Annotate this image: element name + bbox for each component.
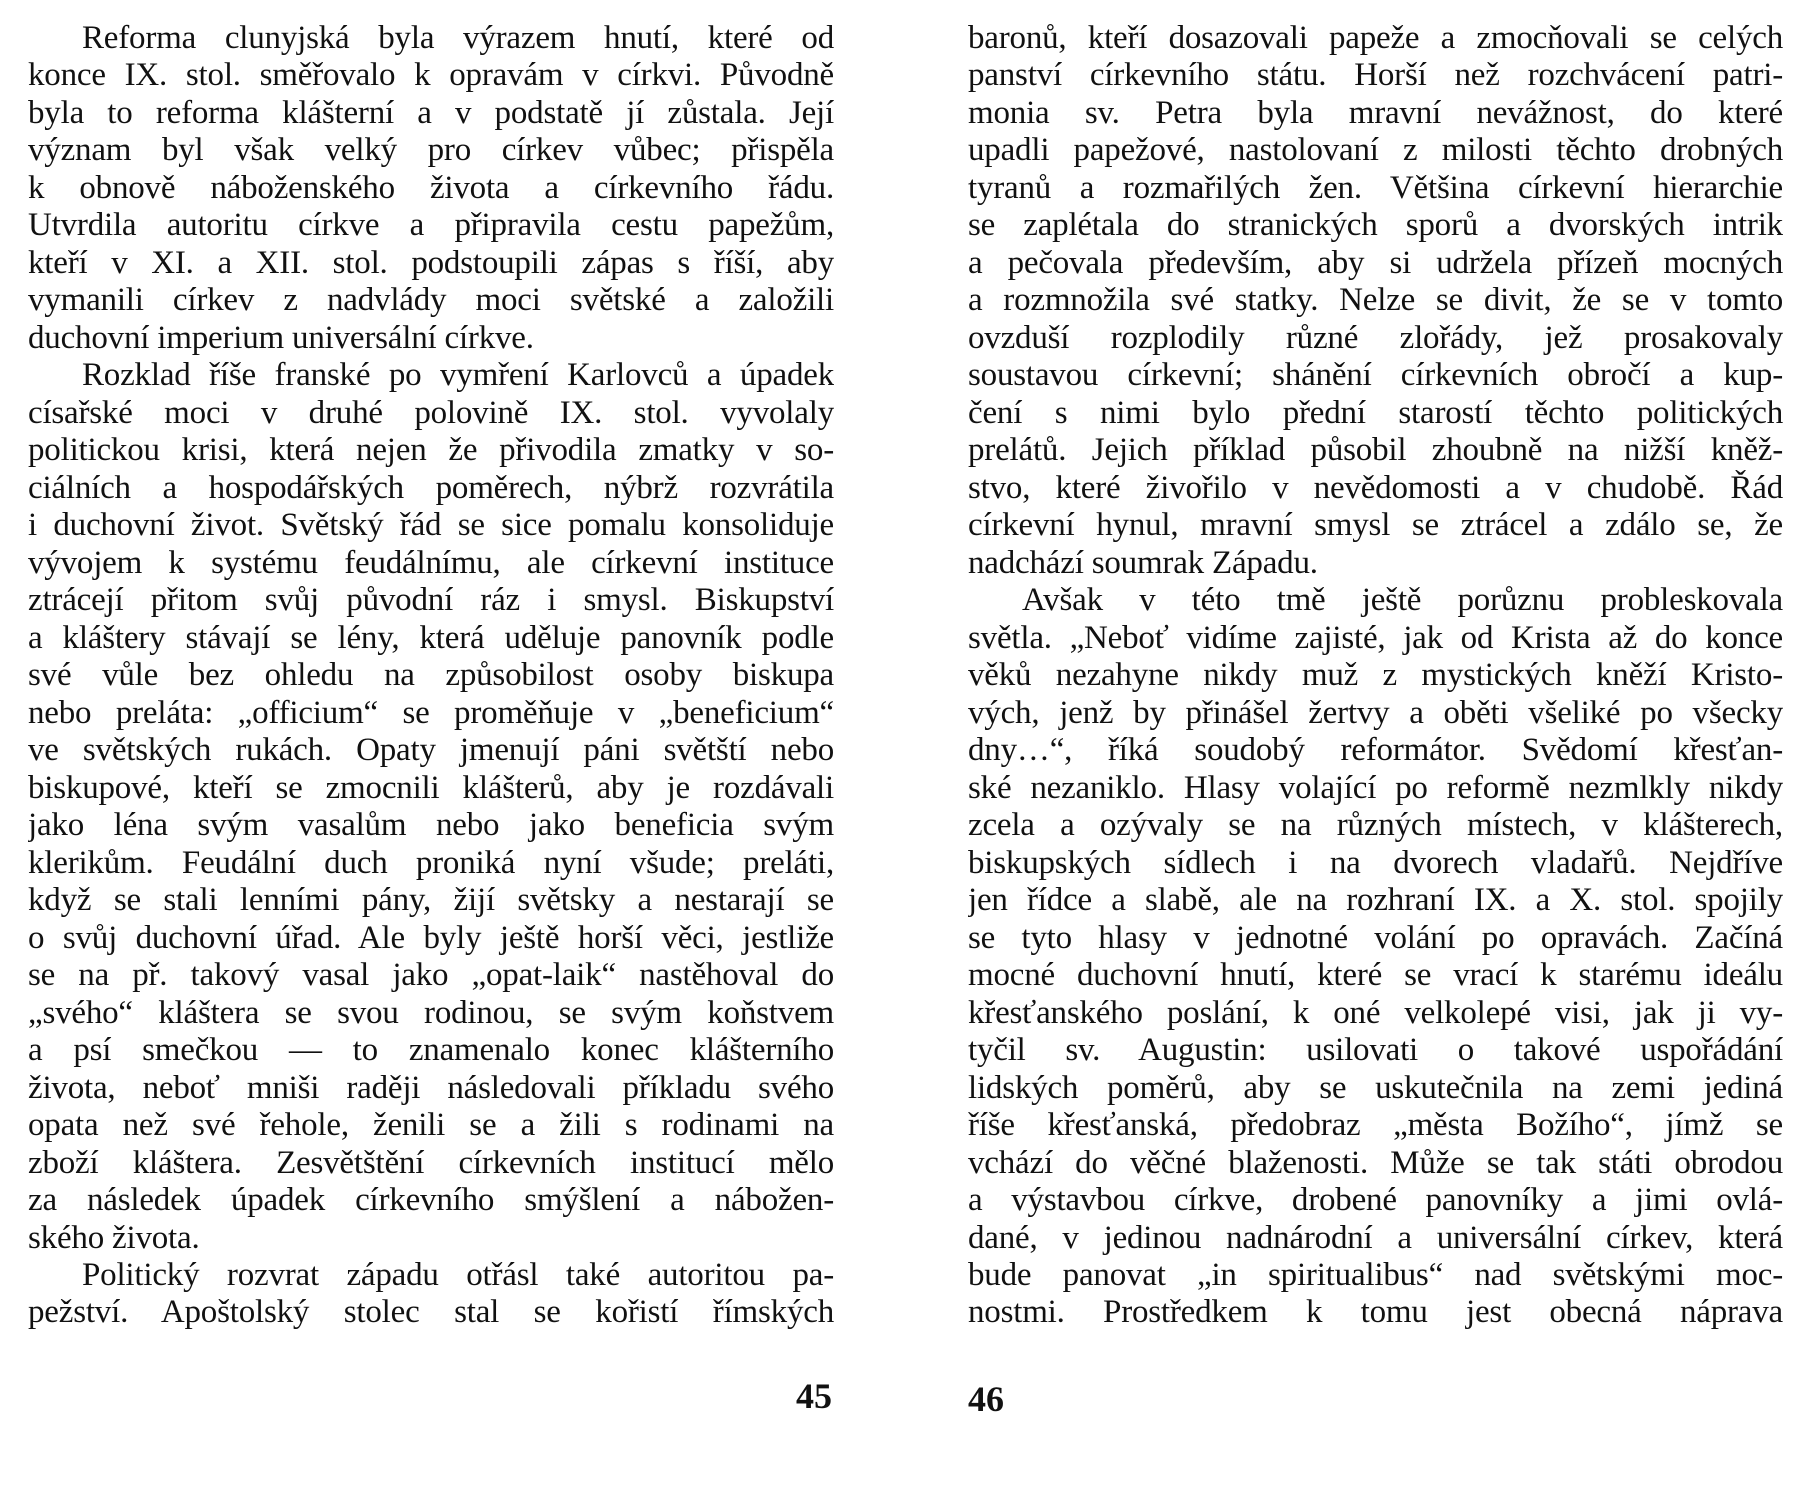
text-line: biskupských sídlech i na dvorech vladařů. Nejdříve (968, 844, 1783, 881)
text-line: říše křesťanská, předobraz „města Božího“, jímž se (968, 1107, 1783, 1144)
text-line: vývojem k systému feudálnímu, ale církevní instituce (28, 544, 834, 581)
text-line: vymanili církev z nadvlády moci světské a založili (28, 282, 834, 319)
text-line: význam byl však velký pro církev vůbec; přispěla (28, 132, 834, 169)
text-line: zboží kláštera. Zesvětštění církevních institucí mělo (28, 1144, 834, 1181)
text-line: a rozmnožila své statky. Nelze se divit, že se v tomto (968, 282, 1783, 319)
text-line: Reforma clunyjská byla výrazem hnutí, které od (82, 20, 834, 56)
text-line: stvo, které živořilo v nevědomosti a v chudobě. Řád (968, 469, 1783, 506)
text-line: klerikům. Feudální duch proniká nyní všude; preláti, (28, 844, 834, 881)
text-line: jen řídce a slabě, ale na rozhraní IX. a X. stol. spojily (968, 882, 1783, 919)
text-line: panství církevního státu. Horší než rozchvácení patri- (968, 57, 1783, 94)
text-line: křesťanského poslání, k oné velkolepé visi, jak ji vy- (968, 994, 1783, 1031)
text-line: prelátů. Jejich příklad působil zhoubně na nižší kněž- (968, 432, 1783, 469)
text-line: se tyto hlasy v jednotné volání po opravách. Začíná (968, 919, 1783, 956)
text-line: Rozklad říše franské po vymření Karlovců a úpadek (82, 357, 834, 394)
text-line: upadli papežové, nastolovaní z milosti těchto drobných (968, 132, 1783, 169)
text-line: baronů, kteří dosazovali papeže a zmocňovali se celých (968, 20, 1783, 56)
left-page (28, 20, 834, 1332)
text-line: vých, jenž by přinášel žertvy a oběti všeliké po všecky (968, 694, 1783, 731)
text-line: k obnově náboženského života a církevního řádu. (28, 169, 834, 206)
text-line: čení s nimi bylo přední starostí těchto politických (968, 394, 1783, 431)
right-page (968, 20, 1783, 1332)
text-line: „svého“ kláštera se svou rodinou, se svým koňstvem (28, 994, 834, 1031)
text-line: vchází do věčné blaženosti. Může se tak státi obrodou (968, 1144, 1783, 1181)
text-line: byla to reforma klášterní a v podstatě jí zůstala. Její (28, 94, 834, 131)
text-line: nebo preláta: „officium“ se proměňuje v „beneficium“ (28, 694, 834, 731)
text-line: císařské moci v druhé polovině IX. stol. vyvolaly (28, 394, 834, 431)
text-line: se zaplétala do stranických sporů a dvorských intrik (968, 207, 1783, 244)
text-line: když se stali lenními pány, žijí světsky a nestarají se (28, 882, 834, 919)
text-line: konce IX. stol. směřovalo k opravám v církvi. Původně (28, 57, 834, 94)
text-line: monia sv. Petra byla mravní nevážnost, do které (968, 94, 1783, 131)
text-line: ciálních a hospodářských poměrech, nýbrž rozvrátila (28, 469, 834, 506)
text-line: duchovní imperium universální církve. (28, 319, 534, 356)
text-line: církevní hynul, mravní smysl se ztrácel a zdálo se, že (968, 507, 1783, 544)
text-line: ve světských rukách. Opaty jmenují páni světští nebo (28, 732, 834, 769)
text-line: politickou krisi, která nejen že přivodila zmatky v so- (28, 432, 834, 469)
text-line: o svůj duchovní úřad. Ale byly ještě horší věci, jestliže (28, 919, 834, 956)
text-line: se na př. takový vasal jako „opat-laik“ nastěhoval do (28, 957, 834, 994)
text-line: Politický rozvrat západu otřásl také autoritou pa- (82, 1256, 834, 1293)
text-line: i duchovní život. Světský řád se sice pomalu konsoliduje (28, 507, 834, 544)
text-line: nostmi. Prostředkem k tomu jest obecná náprava (968, 1294, 1783, 1331)
text-line: Avšak v této tmě ještě porůznu probleskovala (1022, 582, 1783, 619)
page-number-right: 46 (968, 1379, 1004, 1419)
text-line: tyčil sv. Augustin: usilovati o takové uspořádání (968, 1032, 1783, 1069)
text-line: mocné duchovní hnutí, které se vrací k starému ideálu (968, 957, 1783, 994)
text-line: věků nezahyne nikdy muž z mystických kněží Kristo- (968, 657, 1783, 694)
text-line: a pečovala především, aby si udržela přízeň mocných (968, 244, 1783, 281)
text-line: bude panovat „in spiritualibus“ nad světskými moc- (968, 1256, 1783, 1293)
text-line: a výstavbou církve, drobené panovníky a jimi ovlá- (968, 1182, 1783, 1219)
page-number-left: 45 (796, 1376, 832, 1416)
text-line: ovzduší rozplodily různé zlořády, jež prosakovaly (968, 319, 1783, 356)
text-line: ského života. (28, 1219, 200, 1256)
text-line: opata než své řehole, ženili se a žili s rodinami na (28, 1107, 834, 1144)
text-line: a kláštery stávají se lény, která uděluje panovník podle (28, 619, 834, 656)
text-line: světla. „Neboť vidíme zajisté, jak od Krista až do konce (968, 619, 1783, 656)
text-line: ztrácejí přitom svůj původní ráz i smysl. Biskupství (28, 582, 834, 619)
text-line: pežství. Apoštolský stolec stal se kořistí římských (28, 1294, 834, 1331)
text-line: ské nezaniklo. Hlasy volající po reformě nezmlkly nikdy (968, 769, 1783, 806)
text-line: života, neboť mniši raději následovali příkladu svého (28, 1069, 834, 1106)
text-line: biskupové, kteří se zmocnili klášterů, aby je rozdávali (28, 769, 834, 806)
text-line: Utvrdila autoritu církve a připravila cestu papežům, (28, 207, 834, 244)
text-line: jako léna svým vasalům nebo jako beneficia svým (28, 807, 834, 844)
text-line: za následek úpadek církevního smýšlení a nábožen- (28, 1182, 834, 1219)
text-line: nadchází soumrak Západu. (968, 544, 1318, 581)
text-line: zcela a ozývaly se na různých místech, v klášterech, (968, 807, 1783, 844)
text-line: dané, v jedinou nadnárodní a universální církev, která (968, 1219, 1783, 1256)
text-line: lidských poměrů, aby se uskutečnila na zemi jediná (968, 1069, 1783, 1106)
text-line: a psí smečkou — to znamenalo konec klášterního (28, 1032, 834, 1069)
text-line: tyranů a rozmařilých žen. Většina církevní hierarchie (968, 169, 1783, 206)
text-line: své vůle bez ohledu na způsobilost osoby biskupa (28, 657, 834, 694)
text-line: dny…“, říká soudobý reformátor. Svědomí křesťan- (968, 732, 1783, 769)
text-line: kteří v XI. a XII. stol. podstoupili zápas s říší, aby (28, 244, 834, 281)
text-line: soustavou církevní; shánění církevních obročí a kup- (968, 357, 1783, 394)
